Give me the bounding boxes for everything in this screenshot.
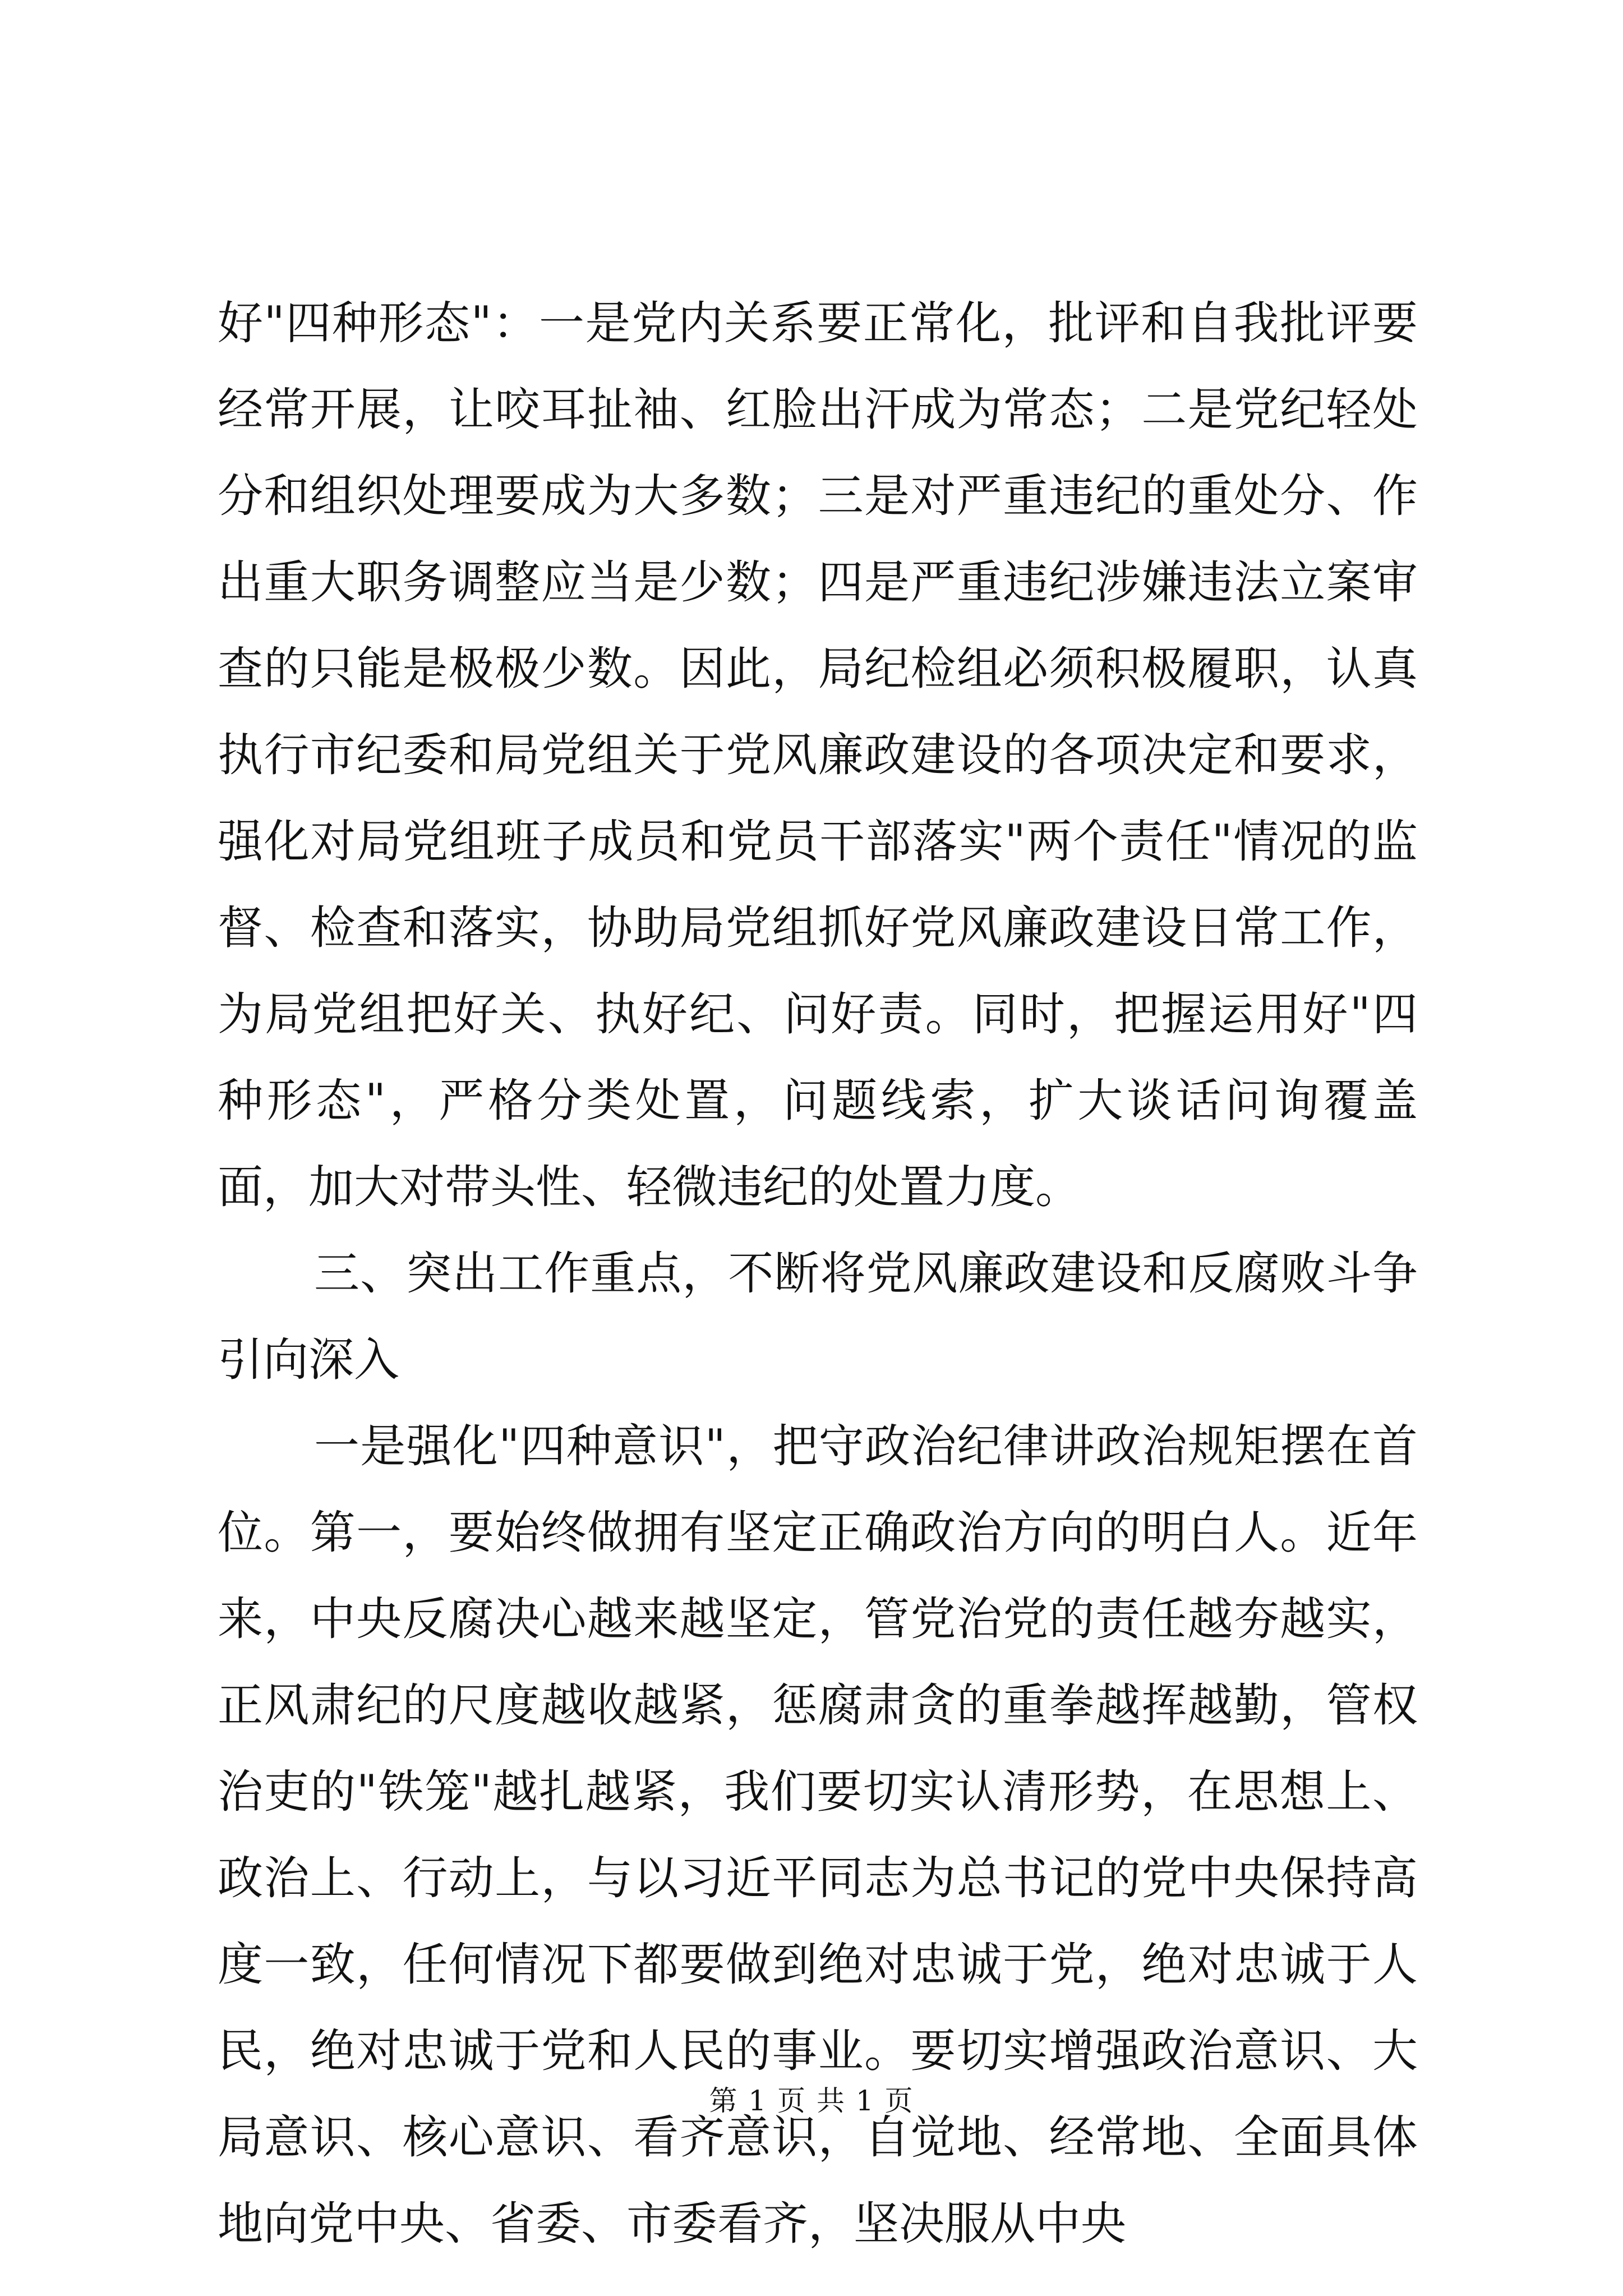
paragraph-3: 一是强化"四种意识"，把守政治纪律讲政治规矩摆在首位。第一，要始终做拥有坚定正确政治方向的明白人。近年来，中央反腐决心越来越坚定，管党治党的责任越夯越实，正风肃纪的尺度越收越紧，惩腐肃贪的重拳越挥越勤，管权治吏的"铁笼"越扎越紧，我们要切实认清形势，在思想上、政治上、行动上，与以习近平同志为总书记的党中央保持高度一致，任何情况下都要做到绝对忠诚于党，绝对忠诚于人民，绝对忠诚于党和人民的事业。要切实增强政治意识、大局意识、核心意识、看齐意识，自觉地、经常地、全面具体地向党中央、省委、市委看齐，坚决服从中央 — [218, 1420, 1418, 2251]
page-number-footer: 第 1 页 共 1 页 — [709, 2085, 914, 2117]
paragraph-1: 好"四种形态"：一是党内关系要正常化，批评和自我批评要经常开展，让咬耳扯袖、红脸出汗成为常态；二是党纪轻处分和组织处理要成为大多数；三是对严重违纪的重处分、作出重大职务调整应当是少数；四是严重违纪涉嫌违法立案审查的只能是极极少数。因此，局纪检组必须积极履职，认真执行市纪委和局党组关于党风廉政建设的各项决定和要求，强化对局党组班子成员和党员干部落实"两个责任"情况的监督、检查和落实，协助局党组抓好党风廉政建设日常工作，为局党组把好关、执好纪、问好责。同时，把握运用好"四种形态"，严格分类处置，问题线索，扩大谈话问询覆盖面，加大对带头性、轻微违纪的处置力度。 — [218, 297, 1418, 1214]
document-body — [218, 280, 1418, 2267]
section-heading-3: 三、突出工作重点，不断将党风廉政建设和反腐败斗争引向深入 — [218, 1248, 1418, 1387]
